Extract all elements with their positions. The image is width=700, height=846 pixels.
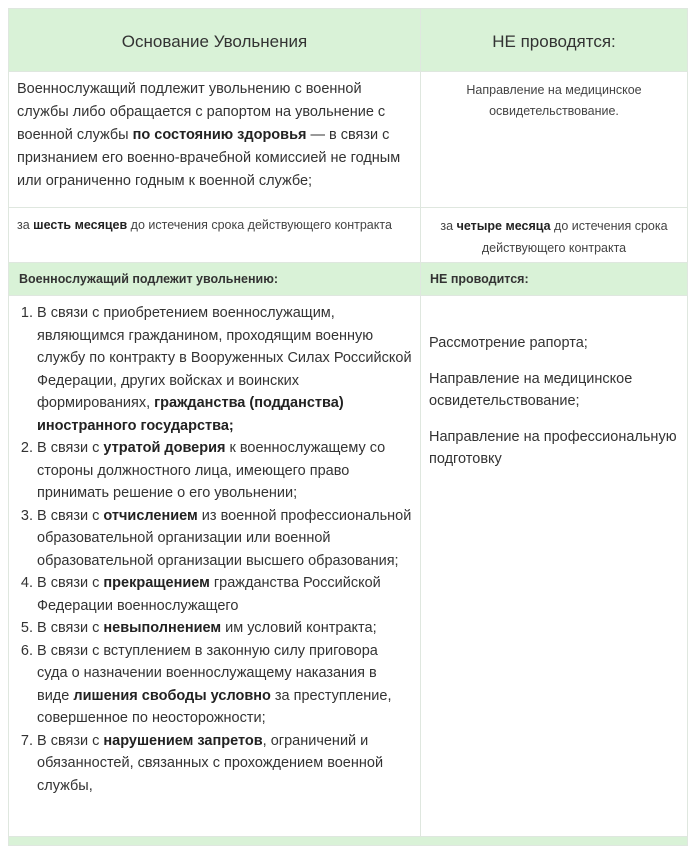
text: В связи с xyxy=(37,507,104,524)
text: В связи с xyxy=(37,575,104,591)
table-header xyxy=(9,9,687,72)
list-item xyxy=(37,640,412,730)
bold-text: лишения свободы условно xyxy=(73,687,271,704)
six-months-cell xyxy=(9,208,420,262)
reasons-list xyxy=(17,302,412,797)
subheader-not-conducted: НЕ проводится: xyxy=(420,263,687,295)
text: — в связи с признанием его военно-врачебной комиссией не годным или ограниченно годным к военной службе; xyxy=(17,127,401,189)
list-item xyxy=(37,617,412,640)
not-conducted-cell xyxy=(420,296,687,836)
bold-text: отчислением xyxy=(103,507,198,524)
text: Военнослужащий подлежит увольнению с военной службы либо обращается с рапортом на увольнение с военной службы xyxy=(17,81,386,143)
text: , ограничений и обязанностей, связанных с прохождением военной службы, xyxy=(37,732,384,794)
not-conducted-item: Направление на профессиональную подготовку xyxy=(429,428,677,467)
text: за xyxy=(440,219,457,233)
four-months-cell xyxy=(420,208,687,262)
list-item xyxy=(37,505,412,573)
list-item xyxy=(37,730,412,798)
text: В связи с xyxy=(37,732,104,749)
bold-text: гражданства (подданства) иностранного государства; xyxy=(37,395,344,434)
health-exception-cell: Направление на медицинское освидетельствование. xyxy=(420,72,687,207)
dismissal-table xyxy=(8,8,688,846)
text: до истечения срока действующего контракта xyxy=(127,218,392,232)
text: за преступление, совершенное по неосторожности; xyxy=(37,687,392,726)
text: им условий контракта; xyxy=(221,620,377,636)
list-item xyxy=(37,437,412,505)
bold-text: нарушением запретов xyxy=(103,732,263,749)
text: В связи с xyxy=(37,620,104,636)
table-subheader xyxy=(9,263,687,296)
bold-text: по состоянию здоровья xyxy=(132,127,307,143)
bold-text: невыполнением xyxy=(103,620,222,636)
text: за xyxy=(17,218,34,232)
reasons-cell xyxy=(9,296,420,836)
bold-text: шесть месяцев xyxy=(33,218,128,232)
text: до истечения срока действующего контракта xyxy=(481,219,668,255)
text: В связи с вступлением в законную силу приговора суда о назначении военнослужащему наказания в виде xyxy=(37,642,378,704)
bold-text: четыре месяца xyxy=(456,219,551,233)
bold-text: прекращением xyxy=(103,575,210,591)
health-grounds-cell xyxy=(9,72,420,207)
bold-text: утратой доверия xyxy=(103,440,226,456)
text: гражданства Российской Федерации военнослужащего xyxy=(37,575,381,614)
text: из военной профессиональной образовательной организации или военной образовательной организации высшего образования; xyxy=(37,507,412,569)
header-not-conducted: НЕ проводятся: xyxy=(420,9,687,71)
subheader-subject: Военнослужащий подлежит увольнению: xyxy=(19,272,279,286)
text: В связи с приобретением военнослужащим, являющимся гражданином, проходящим военную службу по контракту в Вооруженных Силах Российской Федерации, других войсках и воинских формированиях, xyxy=(37,305,412,411)
header-grounds: Основание Увольнения xyxy=(121,32,308,51)
list-item xyxy=(37,572,412,617)
table-row xyxy=(9,72,687,208)
not-conducted-item: Рассмотрение рапорта; xyxy=(429,335,588,351)
text: В связи с xyxy=(37,440,104,456)
table-row xyxy=(9,296,687,836)
text: к военнослужащему со стороны должностного лица, имеющего право принимать решение о его увольнении; xyxy=(37,440,386,501)
table-footer-band xyxy=(9,836,687,845)
list-item xyxy=(37,302,412,437)
not-conducted-item: Направление на медицинское освидетельствование; xyxy=(429,370,633,409)
table-row xyxy=(9,208,687,263)
